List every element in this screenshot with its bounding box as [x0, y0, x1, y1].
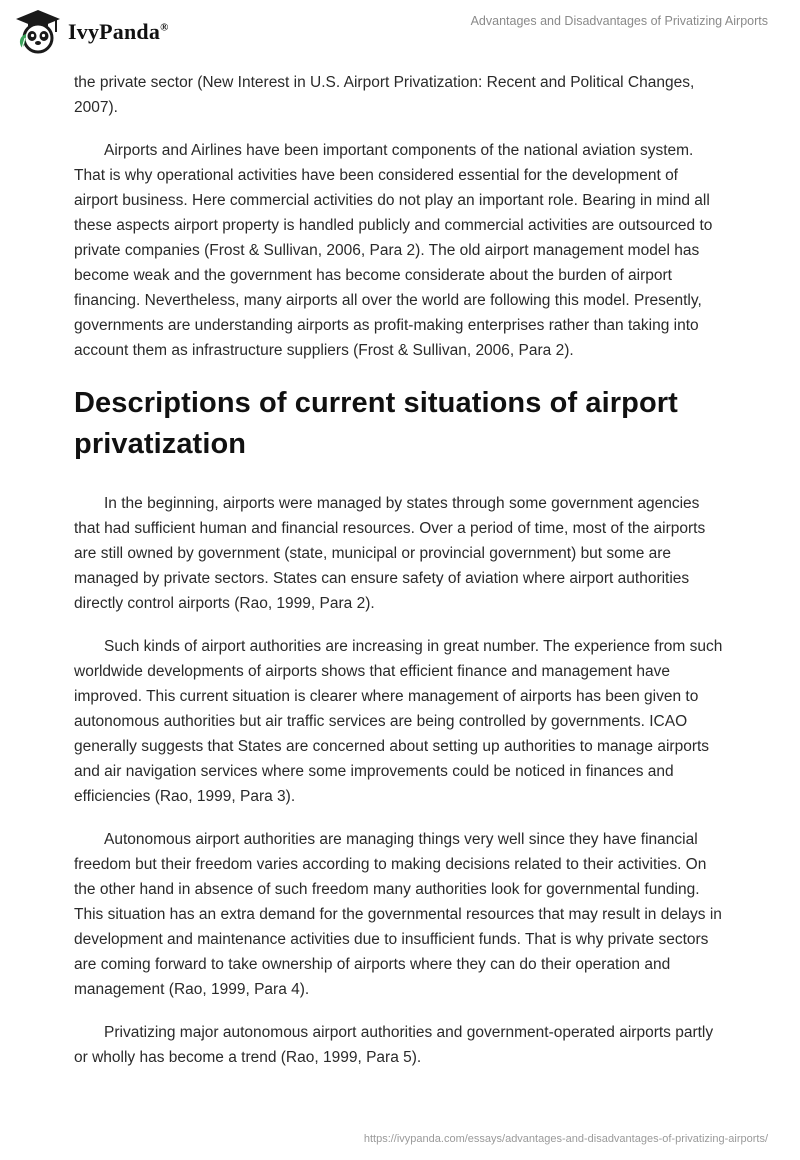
paragraph: Autonomous airport authorities are managing things very well since they have financial freedom but their freedom varies according to making decisions related to their activities. On the other hand in absence of such freedom many authorities look for governmental funding. This situation has an extra demand for the governmental resources that may result in delays in development and maintenance activities due to insufficient funds. That is why private sectors are coming forward to take ownership of airports where they can do their operation and management (Rao, 1999, Para 4). [74, 831, 722, 998]
paragraph: Privatizing major autonomous airport authorities and government-operated airports partly or wholly has become a trend (Rao, 1999, Para 5). [74, 1024, 714, 1066]
document-title: Advantages and Disadvantages of Privatizing Airports [470, 14, 768, 28]
paragraph: Such kinds of airport authorities are increasing in great number. The experience from such worldwide developments of airports shows that efficient finance and management have improved. This current situation is clearer where management of airports has been given to autonomous authorities but air traffic services are being controlled by governments. ICAO generally suggests that States are concerned about setting up authorities to manage airports and air navigation services where some improvements could be noticed in finances and efficiencies (Rao, 1999, Para 3). [74, 638, 723, 805]
section-heading: Descriptions of current situations of airport privatization [74, 387, 678, 460]
ivypanda-logo[interactable] [14, 8, 169, 56]
brand-name: IvyPanda® [68, 19, 169, 44]
panda-graduate-icon [14, 8, 62, 56]
paragraph-continued: the private sector (New Interest in U.S. Airport Privatization: Recent and Political Changes, 2007). [74, 74, 695, 116]
source-url[interactable]: https://ivypanda.com/essays/advantages-and-disadvantages-of-privatizing-airports/ [363, 1133, 768, 1145]
paragraph: In the beginning, airports were managed by states through some government agencies that had sufficient human and financial resources. Over a period of time, most of the airports are still owned by government (state, municipal or provincial government) but some are managed by private sectors. States can ensure safety of aviation where airport authorities directly control airports (Rao, 1999, Para 2). [74, 495, 706, 612]
paragraph: Airports and Airlines have been important components of the national aviation system. That is why operational activities have been considered essential for the development of airport business. Here commercial activities do not play an important role. Bearing in mind all these aspects airport property is handled publicly and commercial activities are outsourced to private companies (Frost & Sullivan, 2006, Para 2). The old airport management model has become weak and the government has become considerate about the burden of airport financing. Nevertheless, many airports all over the world are following this model. Presently, governments are understanding airports as profit-making enterprises rather than taking into account them as infrastructure suppliers (Frost & Sullivan, 2006, Para 2). [74, 142, 713, 359]
article-body [74, 70, 724, 1088]
page-header [0, 0, 800, 64]
